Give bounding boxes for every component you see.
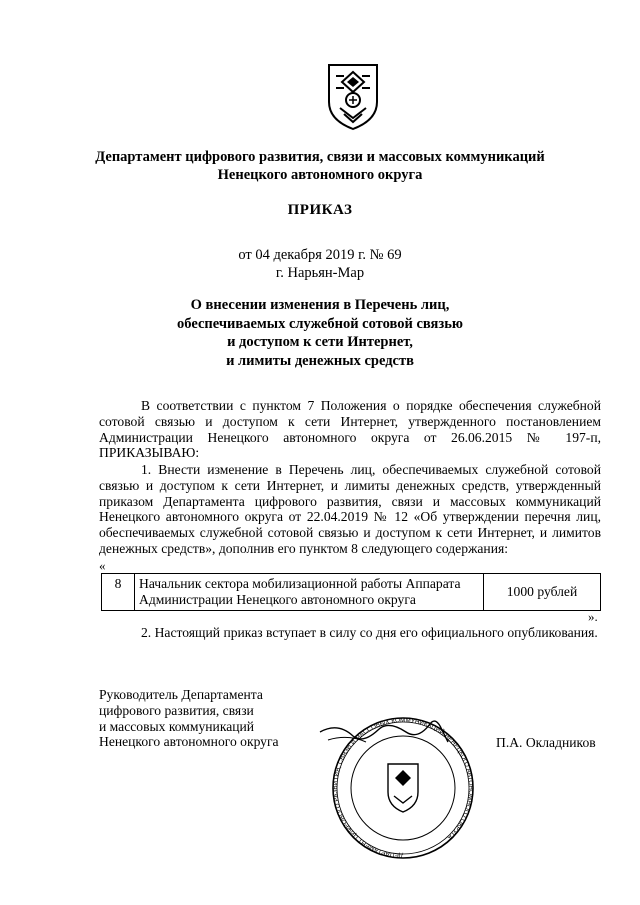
amendment-table [101,573,601,611]
item-2-paragraph: 2. Настоящий приказ вступает в силу со дня его официального опубликования. [141,625,598,640]
subject-line-2: обеспечиваемых служебной сотовой связью [177,315,463,332]
item-1-paragraph: 1. Внести изменение в Перечень лиц, обеспечиваемых служебной сотовой связью и доступом к сети Интернет, и лимиты денежных средств, утвержденный приказом Департамента цифрового развития, связи и массовых коммуникаций Ненецкого автономного округа от 22.04.2019 № 12 «Об утверждении перечня лиц, обеспечиваемых служебной сотовой связью и доступом к сети Интернет, и лимитов денежных средств», дополнив его пунктом 8 следующего содержания: [99,462,601,556]
signatory-name: П.А. Окладников [496,735,596,750]
subject-line-4: и лимиты денежных средств [226,352,414,369]
preamble-paragraph: В соответствии с пунктом 7 Положения о порядке обеспечения служебной сотовой связью и доступом к сети Интернет, утвержденного постановлением Администрации Ненецкого автономного округа от 26.06.2015 № 197-п, ПРИКАЗЫВАЮ: [99,398,601,461]
quote-open-mark: « [99,558,106,573]
date-and-number [60,246,580,282]
signatory-title [99,687,279,750]
department-name [60,148,580,184]
official-seal-icon [318,712,488,862]
position-cell: Начальник сектора мобилизационной работы Аппарата Администрации Ненецкого автономного округа [135,574,484,611]
department-line-1: Департамент цифрового развития, связи и массовых коммуникаций [95,149,545,165]
signatory-title-line-4: Ненецкого автономного округа [99,734,279,750]
signatory-title-line-3: и массовых коммуникаций [99,718,255,734]
order-city: г. Нарьян-Мар [275,265,365,281]
seal-ring-text: ДЕПАРТАМЕНТ ЦИФРОВОГО РАЗВИТИЯ, СВЯЗИ И МАССОВЫХ КОММУНИКАЦИЙ НЕНЕЦКОГО АВТОНОМНОГО ОКРУГА [332,716,475,860]
subject-line-1: О внесении изменения в Перечень лиц, [190,297,450,313]
signatory-title-line-1: Руководитель Департамента [99,687,263,702]
subject-line-3: и доступом к сети Интернет, [227,334,413,350]
quote-close-mark: ». [588,609,598,624]
amount-cell: 1000 рублей [484,574,601,611]
signatory-title-line-2: цифрового развития, связи [99,702,254,718]
order-date-number: от 04 декабря 2019 г. № 69 [238,247,402,263]
order-subject [60,296,580,370]
coat-of-arms-icon [326,62,380,132]
table-row [102,574,601,611]
document-type: ПРИКАЗ [287,202,353,218]
department-line-2: Ненецкого автономного округа [217,167,423,183]
row-number-cell: 8 [102,574,135,611]
